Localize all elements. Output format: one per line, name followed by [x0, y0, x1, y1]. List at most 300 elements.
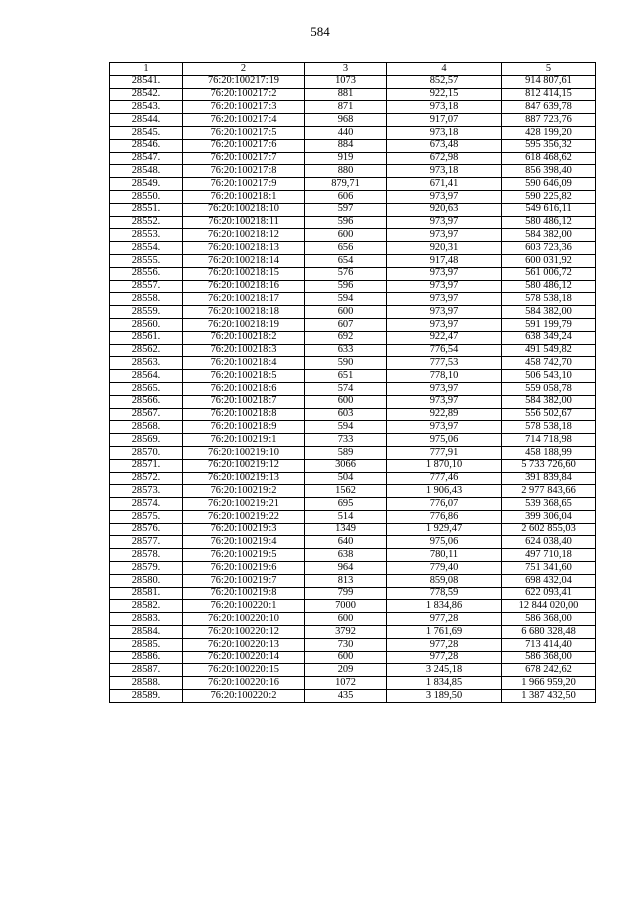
table-row	[110, 498, 596, 511]
cadastral-value-cell: 603 723,36	[502, 242, 596, 255]
row-number-cell: 28552.	[110, 216, 183, 229]
area-cell: 600	[305, 651, 387, 664]
table-row	[110, 357, 596, 370]
cadastral-number-cell: 76:20:100217:8	[183, 165, 305, 178]
table-row	[110, 651, 596, 664]
row-number-cell: 28579.	[110, 562, 183, 575]
cadastral-number-cell: 76:20:100218:14	[183, 254, 305, 267]
cadastral-value-cell: 914 807,61	[502, 75, 596, 88]
table-row	[110, 587, 596, 600]
area-cell: 596	[305, 280, 387, 293]
area-cell: 574	[305, 382, 387, 395]
row-number-cell: 28551.	[110, 203, 183, 216]
cadastral-value-cell: 624 038,40	[502, 536, 596, 549]
table-row	[110, 677, 596, 690]
cadastral-number-cell: 76:20:100218:16	[183, 280, 305, 293]
cadastral-number-cell: 76:20:100219:1	[183, 434, 305, 447]
row-number-cell: 28565.	[110, 382, 183, 395]
area-cell: 633	[305, 344, 387, 357]
area-cell: 654	[305, 254, 387, 267]
row-number-cell: 28586.	[110, 651, 183, 664]
row-number-cell: 28547.	[110, 152, 183, 165]
cadastral-number-cell: 76:20:100218:3	[183, 344, 305, 357]
row-number-cell: 28567.	[110, 408, 183, 421]
row-number-cell: 28588.	[110, 677, 183, 690]
table-row	[110, 382, 596, 395]
area-cell: 799	[305, 587, 387, 600]
cadastral-number-cell: 76:20:100219:6	[183, 562, 305, 575]
cadastral-number-cell: 76:20:100218:8	[183, 408, 305, 421]
cadastral-number-cell: 76:20:100220:12	[183, 626, 305, 639]
area-cell: 440	[305, 126, 387, 139]
cadastral-number-cell: 76:20:100218:6	[183, 382, 305, 395]
cadastral-number-cell: 76:20:100217:4	[183, 114, 305, 127]
cadastral-value-cell: 887 723,76	[502, 114, 596, 127]
area-cell: 964	[305, 562, 387, 575]
row-number-cell: 28560.	[110, 318, 183, 331]
row-number-cell: 28582.	[110, 600, 183, 613]
specific-value-cell: 852,57	[387, 75, 502, 88]
specific-value-cell: 920,63	[387, 203, 502, 216]
specific-value-cell: 1 761,69	[387, 626, 502, 639]
specific-value-cell: 973,18	[387, 101, 502, 114]
specific-value-cell: 917,48	[387, 254, 502, 267]
cadastral-value-cell: 491 549,82	[502, 344, 596, 357]
cadastral-value-cell: 1 387 432,50	[502, 690, 596, 703]
specific-value-cell: 973,97	[387, 306, 502, 319]
page-number: 584	[310, 24, 330, 39]
area-cell: 594	[305, 293, 387, 306]
specific-value-cell: 977,28	[387, 638, 502, 651]
row-number-cell: 28544.	[110, 114, 183, 127]
specific-value-cell: 973,97	[387, 421, 502, 434]
cadastral-value-cell: 458 742,70	[502, 357, 596, 370]
cadastral-value-table	[109, 62, 596, 703]
table-row	[110, 306, 596, 319]
table-row	[110, 485, 596, 498]
row-number-cell: 28559.	[110, 306, 183, 319]
area-cell: 733	[305, 434, 387, 447]
area-cell: 600	[305, 395, 387, 408]
cadastral-value-cell: 556 502,67	[502, 408, 596, 421]
specific-value-cell: 777,46	[387, 472, 502, 485]
cadastral-value-cell: 2 977 843,66	[502, 485, 596, 498]
area-cell: 3792	[305, 626, 387, 639]
cadastral-value-cell: 618 468,62	[502, 152, 596, 165]
cadastral-number-cell: 76:20:100218:18	[183, 306, 305, 319]
cadastral-number-cell: 76:20:100218:2	[183, 331, 305, 344]
area-cell: 1072	[305, 677, 387, 690]
cadastral-number-cell: 76:20:100218:9	[183, 421, 305, 434]
area-cell: 880	[305, 165, 387, 178]
row-number-cell: 28580.	[110, 574, 183, 587]
cadastral-value-cell: 847 639,78	[502, 101, 596, 114]
table-row	[110, 152, 596, 165]
row-number-cell: 28555.	[110, 254, 183, 267]
cadastral-number-cell: 76:20:100217:3	[183, 101, 305, 114]
area-cell: 435	[305, 690, 387, 703]
area-cell: 606	[305, 190, 387, 203]
specific-value-cell: 777,91	[387, 446, 502, 459]
table-row	[110, 536, 596, 549]
table-row	[110, 216, 596, 229]
row-number-cell: 28558.	[110, 293, 183, 306]
cadastral-value-cell: 497 710,18	[502, 549, 596, 562]
area-cell: 600	[305, 229, 387, 242]
specific-value-cell: 973,97	[387, 216, 502, 229]
cadastral-number-cell: 76:20:100219:12	[183, 459, 305, 472]
cadastral-value-cell: 584 382,00	[502, 306, 596, 319]
cadastral-number-cell: 76:20:100218:1	[183, 190, 305, 203]
row-number-cell: 28585.	[110, 638, 183, 651]
cadastral-value-cell: 590 225,82	[502, 190, 596, 203]
cadastral-value-cell: 584 382,00	[502, 395, 596, 408]
area-cell: 1073	[305, 75, 387, 88]
cadastral-value-cell: 622 093,41	[502, 587, 596, 600]
table-row	[110, 331, 596, 344]
cadastral-number-cell: 76:20:100217:19	[183, 75, 305, 88]
table-row	[110, 472, 596, 485]
specific-value-cell: 973,97	[387, 395, 502, 408]
area-cell: 813	[305, 574, 387, 587]
cadastral-value-cell: 638 349,24	[502, 331, 596, 344]
cadastral-value-cell: 856 398,40	[502, 165, 596, 178]
area-cell: 209	[305, 664, 387, 677]
row-number-cell: 28572.	[110, 472, 183, 485]
table-row	[110, 395, 596, 408]
area-cell: 590	[305, 357, 387, 370]
table-row	[110, 638, 596, 651]
area-cell: 597	[305, 203, 387, 216]
table-row	[110, 267, 596, 280]
cadastral-number-cell: 76:20:100217:2	[183, 88, 305, 101]
column-header-5: 5	[502, 63, 596, 76]
cadastral-value-cell: 580 486,12	[502, 280, 596, 293]
row-number-cell: 28574.	[110, 498, 183, 511]
table-row	[110, 344, 596, 357]
area-cell: 651	[305, 370, 387, 383]
area-cell: 514	[305, 510, 387, 523]
specific-value-cell: 973,97	[387, 267, 502, 280]
table-row	[110, 242, 596, 255]
specific-value-cell: 776,86	[387, 510, 502, 523]
cadastral-value-cell: 595 356,32	[502, 139, 596, 152]
area-cell: 695	[305, 498, 387, 511]
row-number-cell: 28569.	[110, 434, 183, 447]
cadastral-number-cell: 76:20:100218:7	[183, 395, 305, 408]
cadastral-number-cell: 76:20:100218:5	[183, 370, 305, 383]
row-number-cell: 28578.	[110, 549, 183, 562]
cadastral-value-cell: 6 680 328,48	[502, 626, 596, 639]
table-row	[110, 626, 596, 639]
cadastral-value-cell: 428 199,20	[502, 126, 596, 139]
area-cell: 7000	[305, 600, 387, 613]
cadastral-number-cell: 76:20:100219:13	[183, 472, 305, 485]
table-row	[110, 203, 596, 216]
column-header-1: 1	[110, 63, 183, 76]
specific-value-cell: 973,18	[387, 165, 502, 178]
table-row	[110, 178, 596, 191]
row-number-cell: 28557.	[110, 280, 183, 293]
cadastral-number-cell: 76:20:100217:7	[183, 152, 305, 165]
specific-value-cell: 3 245,18	[387, 664, 502, 677]
row-number-cell: 28576.	[110, 523, 183, 536]
row-number-cell: 28563.	[110, 357, 183, 370]
cadastral-value-cell: 5 733 726,60	[502, 459, 596, 472]
specific-value-cell: 3 189,50	[387, 690, 502, 703]
area-cell: 596	[305, 216, 387, 229]
table-row	[110, 600, 596, 613]
specific-value-cell: 973,97	[387, 190, 502, 203]
cadastral-value-cell: 584 382,00	[502, 229, 596, 242]
cadastral-number-cell: 76:20:100220:2	[183, 690, 305, 703]
row-number-cell: 28573.	[110, 485, 183, 498]
table-row	[110, 88, 596, 101]
specific-value-cell: 973,97	[387, 318, 502, 331]
cadastral-value-cell: 812 414,15	[502, 88, 596, 101]
specific-value-cell: 776,54	[387, 344, 502, 357]
cadastral-value-cell: 2 602 855,03	[502, 523, 596, 536]
table-row	[110, 190, 596, 203]
cadastral-value-cell: 600 031,92	[502, 254, 596, 267]
cadastral-number-cell: 76:20:100219:8	[183, 587, 305, 600]
specific-value-cell: 859,08	[387, 574, 502, 587]
specific-value-cell: 1 870,10	[387, 459, 502, 472]
cadastral-number-cell: 76:20:100218:12	[183, 229, 305, 242]
cadastral-number-cell: 76:20:100218:17	[183, 293, 305, 306]
specific-value-cell: 779,40	[387, 562, 502, 575]
table-row	[110, 408, 596, 421]
cadastral-number-cell: 76:20:100219:22	[183, 510, 305, 523]
specific-value-cell: 671,41	[387, 178, 502, 191]
specific-value-cell: 673,48	[387, 139, 502, 152]
cadastral-value-cell: 591 199,79	[502, 318, 596, 331]
area-cell: 871	[305, 101, 387, 114]
cadastral-value-cell: 399 306,04	[502, 510, 596, 523]
cadastral-value-cell: 698 432,04	[502, 574, 596, 587]
table-row	[110, 229, 596, 242]
table-row	[110, 139, 596, 152]
area-cell: 879,71	[305, 178, 387, 191]
specific-value-cell: 917,07	[387, 114, 502, 127]
specific-value-cell: 975,06	[387, 434, 502, 447]
cadastral-value-cell: 586 368,00	[502, 613, 596, 626]
table-row	[110, 421, 596, 434]
table-row	[110, 318, 596, 331]
row-number-cell: 28589.	[110, 690, 183, 703]
table-row	[110, 293, 596, 306]
specific-value-cell: 977,28	[387, 651, 502, 664]
specific-value-cell: 973,97	[387, 280, 502, 293]
row-number-cell: 28546.	[110, 139, 183, 152]
area-cell: 1562	[305, 485, 387, 498]
cadastral-value-cell: 458 188,99	[502, 446, 596, 459]
area-cell: 600	[305, 306, 387, 319]
table-row	[110, 101, 596, 114]
table-header-row	[110, 63, 596, 76]
cadastral-number-cell: 76:20:100220:15	[183, 664, 305, 677]
cadastral-number-cell: 76:20:100218:15	[183, 267, 305, 280]
cadastral-value-cell: 713 414,40	[502, 638, 596, 651]
row-number-cell: 28584.	[110, 626, 183, 639]
cadastral-value-cell: 506 543,10	[502, 370, 596, 383]
row-number-cell: 28543.	[110, 101, 183, 114]
cadastral-value-cell: 391 839,84	[502, 472, 596, 485]
area-cell: 607	[305, 318, 387, 331]
cadastral-number-cell: 76:20:100219:5	[183, 549, 305, 562]
table-row	[110, 613, 596, 626]
specific-value-cell: 977,28	[387, 613, 502, 626]
table-row	[110, 523, 596, 536]
specific-value-cell: 1 906,43	[387, 485, 502, 498]
specific-value-cell: 780,11	[387, 549, 502, 562]
row-number-cell: 28548.	[110, 165, 183, 178]
cadastral-number-cell: 76:20:100220:13	[183, 638, 305, 651]
specific-value-cell: 922,15	[387, 88, 502, 101]
area-cell: 968	[305, 114, 387, 127]
table-row	[110, 574, 596, 587]
table-row	[110, 690, 596, 703]
row-number-cell: 28568.	[110, 421, 183, 434]
column-header-3: 3	[305, 63, 387, 76]
specific-value-cell: 920,31	[387, 242, 502, 255]
table-row	[110, 254, 596, 267]
specific-value-cell: 973,97	[387, 293, 502, 306]
cadastral-value-cell: 714 718,98	[502, 434, 596, 447]
area-cell: 730	[305, 638, 387, 651]
cadastral-number-cell: 76:20:100218:4	[183, 357, 305, 370]
cadastral-number-cell: 76:20:100218:11	[183, 216, 305, 229]
table-row	[110, 446, 596, 459]
cadastral-value-cell: 678 242,62	[502, 664, 596, 677]
cadastral-number-cell: 76:20:100218:10	[183, 203, 305, 216]
row-number-cell: 28541.	[110, 75, 183, 88]
area-cell: 884	[305, 139, 387, 152]
row-number-cell: 28542.	[110, 88, 183, 101]
specific-value-cell: 975,06	[387, 536, 502, 549]
specific-value-cell: 778,10	[387, 370, 502, 383]
area-cell: 600	[305, 613, 387, 626]
cadastral-value-cell: 580 486,12	[502, 216, 596, 229]
row-number-cell: 28570.	[110, 446, 183, 459]
area-cell: 603	[305, 408, 387, 421]
cadastral-number-cell: 76:20:100217:9	[183, 178, 305, 191]
table-body	[110, 75, 596, 702]
cadastral-number-cell: 76:20:100217:6	[183, 139, 305, 152]
row-number-cell: 28550.	[110, 190, 183, 203]
specific-value-cell: 776,07	[387, 498, 502, 511]
cadastral-number-cell: 76:20:100220:10	[183, 613, 305, 626]
specific-value-cell: 973,97	[387, 382, 502, 395]
row-number-cell: 28575.	[110, 510, 183, 523]
cadastral-number-cell: 76:20:100219:7	[183, 574, 305, 587]
row-number-cell: 28577.	[110, 536, 183, 549]
cadastral-number-cell: 76:20:100219:3	[183, 523, 305, 536]
specific-value-cell: 922,47	[387, 331, 502, 344]
area-cell: 594	[305, 421, 387, 434]
table-row	[110, 549, 596, 562]
area-cell: 656	[305, 242, 387, 255]
table-row	[110, 434, 596, 447]
row-number-cell: 28587.	[110, 664, 183, 677]
table-row	[110, 165, 596, 178]
area-cell: 881	[305, 88, 387, 101]
area-cell: 638	[305, 549, 387, 562]
cadastral-value-cell: 578 538,18	[502, 421, 596, 434]
row-number-cell: 28554.	[110, 242, 183, 255]
row-number-cell: 28583.	[110, 613, 183, 626]
row-number-cell: 28564.	[110, 370, 183, 383]
row-number-cell: 28562.	[110, 344, 183, 357]
row-number-cell: 28545.	[110, 126, 183, 139]
cadastral-number-cell: 76:20:100217:5	[183, 126, 305, 139]
specific-value-cell: 672,98	[387, 152, 502, 165]
cadastral-value-cell: 590 646,09	[502, 178, 596, 191]
cadastral-value-cell: 751 341,60	[502, 562, 596, 575]
row-number-cell: 28571.	[110, 459, 183, 472]
row-number-cell: 28566.	[110, 395, 183, 408]
area-cell: 589	[305, 446, 387, 459]
specific-value-cell: 1 834,85	[387, 677, 502, 690]
cadastral-number-cell: 76:20:100219:21	[183, 498, 305, 511]
table-row	[110, 459, 596, 472]
area-cell: 1349	[305, 523, 387, 536]
cadastral-number-cell: 76:20:100219:4	[183, 536, 305, 549]
cadastral-value-cell: 578 538,18	[502, 293, 596, 306]
cadastral-value-cell: 586 368,00	[502, 651, 596, 664]
specific-value-cell: 922,89	[387, 408, 502, 421]
specific-value-cell: 1 929,47	[387, 523, 502, 536]
cadastral-number-cell: 76:20:100219:2	[183, 485, 305, 498]
table-row	[110, 562, 596, 575]
column-header-2: 2	[183, 63, 305, 76]
specific-value-cell: 973,18	[387, 126, 502, 139]
row-number-cell: 28581.	[110, 587, 183, 600]
row-number-cell: 28549.	[110, 178, 183, 191]
table-row	[110, 114, 596, 127]
cadastral-value-cell: 1 966 959,20	[502, 677, 596, 690]
table-row	[110, 280, 596, 293]
cadastral-value-cell: 539 368,65	[502, 498, 596, 511]
cadastral-number-cell: 76:20:100218:13	[183, 242, 305, 255]
table-row	[110, 370, 596, 383]
row-number-cell: 28561.	[110, 331, 183, 344]
cadastral-value-cell: 561 006,72	[502, 267, 596, 280]
row-number-cell: 28553.	[110, 229, 183, 242]
cadastral-number-cell: 76:20:100219:10	[183, 446, 305, 459]
cadastral-number-cell: 76:20:100220:14	[183, 651, 305, 664]
area-cell: 3066	[305, 459, 387, 472]
table-row	[110, 510, 596, 523]
area-cell: 919	[305, 152, 387, 165]
specific-value-cell: 1 834,86	[387, 600, 502, 613]
cadastral-value-cell: 549 616,11	[502, 203, 596, 216]
table-row	[110, 664, 596, 677]
specific-value-cell: 973,97	[387, 229, 502, 242]
column-header-4: 4	[387, 63, 502, 76]
cadastral-value-cell: 559 058,78	[502, 382, 596, 395]
area-cell: 504	[305, 472, 387, 485]
table-row	[110, 75, 596, 88]
cadastral-value-cell: 12 844 020,00	[502, 600, 596, 613]
specific-value-cell: 777,53	[387, 357, 502, 370]
table-row	[110, 126, 596, 139]
area-cell: 640	[305, 536, 387, 549]
area-cell: 576	[305, 267, 387, 280]
specific-value-cell: 778,59	[387, 587, 502, 600]
cadastral-number-cell: 76:20:100220:1	[183, 600, 305, 613]
cadastral-number-cell: 76:20:100220:16	[183, 677, 305, 690]
